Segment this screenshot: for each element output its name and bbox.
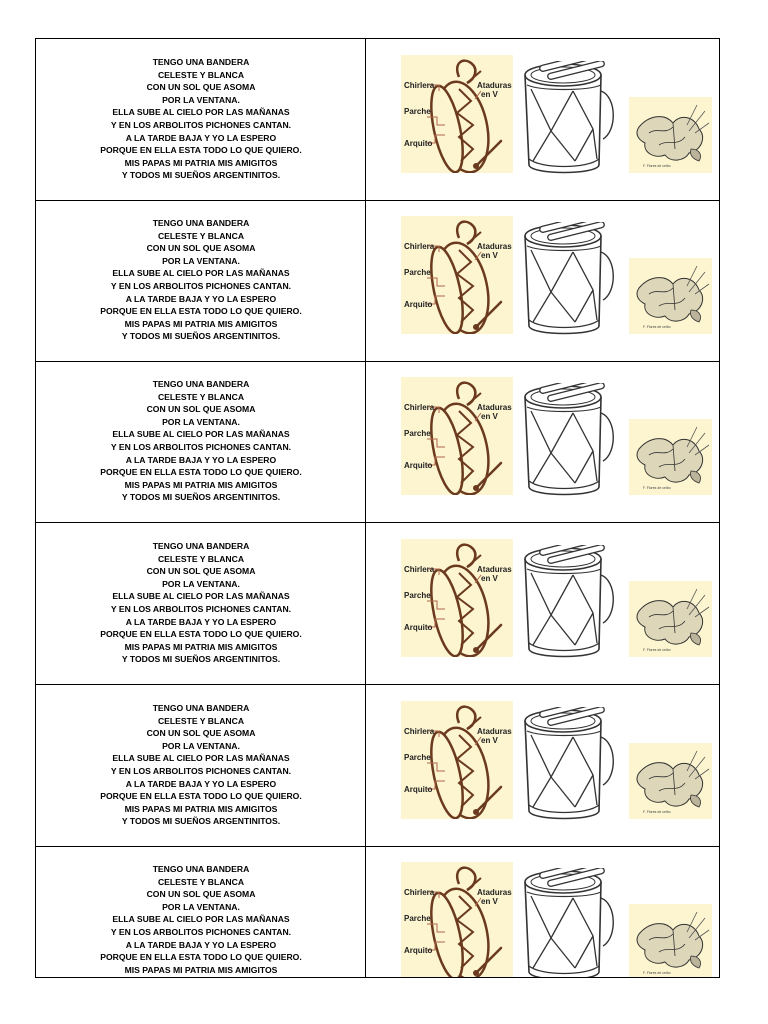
- flower-caption: F. Flores de ceibo: [643, 971, 671, 975]
- card-row-5: [36, 685, 719, 847]
- images-cell: [366, 685, 719, 846]
- poem-cell: [36, 361, 366, 522]
- drum-diagram-icon: [401, 539, 513, 657]
- label-parche: Parche: [404, 591, 431, 600]
- poem-line: CON UN SOL QUE ASOMA: [146, 404, 256, 415]
- drum-diagram-icon: [401, 701, 513, 819]
- label-ataduras: Ataduras: [477, 403, 512, 412]
- ceibo-flower-icon: [629, 419, 712, 495]
- poem-line: ELLA SUBE AL CIELO POR LAS MAÑANAS: [112, 914, 290, 925]
- poem-line: A LA TARDE BAJA Y YO LA ESPERO: [125, 778, 277, 789]
- ceibo-flower-icon: [629, 258, 712, 334]
- drum-drawing-icon: [521, 61, 617, 179]
- poem-line: A LA TARDE BAJA Y YO LA ESPERO: [125, 616, 277, 627]
- label-ataduras: Ataduras: [477, 81, 512, 90]
- ceibo-flower-icon: [629, 581, 712, 657]
- label-en-v: en V: [481, 897, 498, 906]
- poem-line: Y EN LOS ARBOLITOS PICHONES CANTAN.: [110, 280, 292, 291]
- poem-line: CON UN SOL QUE ASOMA: [146, 243, 256, 254]
- label-en-v: en V: [481, 251, 498, 260]
- poem-line: MIS PAPAS MI PATRIA MIS AMIGITOS: [124, 964, 278, 975]
- ceibo-flower-icon: [629, 904, 712, 978]
- poem-line: ELLA SUBE AL CIELO POR LAS MAÑANAS: [112, 268, 290, 279]
- poem-line: Y TODOS MI SUEÑOS ARGENTINITOS.: [121, 654, 281, 665]
- poem-text: [36, 378, 366, 504]
- poem-line: TENGO UNA BANDERA: [152, 57, 250, 67]
- poem-line: ELLA SUBE AL CIELO POR LAS MAÑANAS: [112, 753, 290, 764]
- drum-diagram-icon: [401, 216, 513, 334]
- label-arquito: Arquito: [404, 300, 433, 309]
- poem-line: CON UN SOL QUE ASOMA: [146, 889, 256, 900]
- drum-diagram-icon: [401, 862, 513, 978]
- poem-line: TENGO UNA BANDERA: [152, 218, 250, 228]
- label-chirlera: Chirlera: [404, 888, 435, 897]
- poem-cell: [36, 39, 366, 200]
- poem-line: PORQUE EN ELLA ESTA TODO LO QUE QUIERO.: [100, 791, 302, 802]
- poem-line: CELESTE Y BLANCA: [157, 553, 245, 564]
- label-arquito: Arquito: [404, 785, 433, 794]
- label-en-v: en V: [481, 574, 498, 583]
- drum-diagram-icon: [401, 55, 513, 173]
- label-arquito: Arquito: [404, 139, 433, 148]
- label-arquito: Arquito: [404, 461, 433, 470]
- label-parche: Parche: [404, 914, 431, 923]
- label-en-v: en V: [481, 736, 498, 745]
- poem-line: PORQUE EN ELLA ESTA TODO LO QUE QUIERO.: [100, 467, 302, 478]
- drum-drawing-icon: [521, 383, 617, 501]
- poem-line: Y EN LOS ARBOLITOS PICHONES CANTAN.: [110, 441, 292, 452]
- poem-line: ELLA SUBE AL CIELO POR LAS MAÑANAS: [112, 591, 290, 602]
- poem-line: A LA TARDE BAJA Y YO LA ESPERO: [125, 132, 277, 143]
- poem-text: [36, 702, 366, 828]
- poem-line: CON UN SOL QUE ASOMA: [146, 566, 256, 577]
- poem-line: A LA TARDE BAJA Y YO LA ESPERO: [125, 454, 277, 465]
- poem-line: CELESTE Y BLANCA: [157, 715, 245, 726]
- poem-line: ELLA SUBE AL CIELO POR LAS MAÑANAS: [112, 429, 290, 440]
- poem-line: PORQUE EN ELLA ESTA TODO LO QUE QUIERO.: [100, 629, 302, 640]
- poem-line: ELLA SUBE AL CIELO POR LAS MAÑANAS: [112, 107, 290, 118]
- poem-line: Y TODOS MI SUEÑOS ARGENTINITOS.: [121, 492, 281, 503]
- card-row-4: [36, 523, 719, 685]
- label-ataduras: Ataduras: [477, 727, 512, 736]
- label-parche: Parche: [404, 107, 431, 116]
- flower-caption: F. Flores de ceibo: [643, 164, 671, 168]
- label-parche: Parche: [404, 753, 431, 762]
- poem-line: Y TODOS MI SUEÑOS ARGENTINITOS.: [121, 170, 281, 181]
- images-cell: [366, 523, 719, 684]
- poem-line: POR LA VENTANA.: [162, 416, 240, 427]
- poem-line: CON UN SOL QUE ASOMA: [146, 82, 256, 93]
- drum-drawing-icon: [521, 222, 617, 340]
- label-ataduras: Ataduras: [477, 242, 512, 251]
- poem-line: TENGO UNA BANDERA: [152, 703, 250, 713]
- poem-line: TENGO UNA BANDERA: [152, 864, 250, 874]
- poem-line: MIS PAPAS MI PATRIA MIS AMIGITOS: [124, 318, 278, 329]
- poem-text: [36, 217, 366, 343]
- images-cell: [366, 846, 719, 978]
- poem-cell: [36, 846, 366, 978]
- poem-line: MIS PAPAS MI PATRIA MIS AMIGITOS: [124, 157, 278, 168]
- ceibo-flower-icon: [629, 743, 712, 819]
- card-row-6: [36, 846, 719, 978]
- poem-line: A LA TARDE BAJA Y YO LA ESPERO: [125, 293, 277, 304]
- poem-line: MIS PAPAS MI PATRIA MIS AMIGITOS: [124, 641, 278, 652]
- poem-line: POR LA VENTANA.: [162, 255, 240, 266]
- poem-line: MIS PAPAS MI PATRIA MIS AMIGITOS: [124, 803, 278, 814]
- poem-line: Y TODOS MI SUEÑOS ARGENTINITOS.: [121, 816, 281, 827]
- label-en-v: en V: [481, 90, 498, 99]
- label-chirlera: Chirlera: [404, 565, 435, 574]
- label-chirlera: Chirlera: [404, 81, 435, 90]
- poem-line: Y EN LOS ARBOLITOS PICHONES CANTAN.: [110, 926, 292, 937]
- images-cell: [366, 361, 719, 522]
- label-chirlera: Chirlera: [404, 727, 435, 736]
- poem-line: POR LA VENTANA.: [162, 901, 240, 912]
- poem-line: POR LA VENTANA.: [162, 740, 240, 751]
- ceibo-flower-icon: [629, 97, 712, 173]
- poem-line: Y EN LOS ARBOLITOS PICHONES CANTAN.: [110, 765, 292, 776]
- poem-line: PORQUE EN ELLA ESTA TODO LO QUE QUIERO.: [100, 145, 302, 156]
- poem-line: Y EN LOS ARBOLITOS PICHONES CANTAN.: [110, 119, 292, 130]
- poem-line: TENGO UNA BANDERA: [152, 379, 250, 389]
- poem-line: TENGO UNA BANDERA: [152, 541, 250, 551]
- poem-line: MIS PAPAS MI PATRIA MIS AMIGITOS: [124, 479, 278, 490]
- poem-line: CELESTE Y BLANCA: [157, 230, 245, 241]
- poem-line: CON UN SOL QUE ASOMA: [146, 728, 256, 739]
- drum-diagram-icon: [401, 377, 513, 495]
- label-ataduras: Ataduras: [477, 888, 512, 897]
- poem-line: A LA TARDE BAJA Y YO LA ESPERO: [125, 939, 277, 950]
- poem-line: POR LA VENTANA.: [162, 94, 240, 105]
- poem-line: PORQUE EN ELLA ESTA TODO LO QUE QUIERO.: [100, 952, 302, 963]
- poem-line: POR LA VENTANA.: [162, 578, 240, 589]
- flower-caption: F. Flores de ceibo: [643, 810, 671, 814]
- poem-line: Y TODOS MI SUEÑOS ARGENTINITOS.: [121, 331, 281, 342]
- card-row-2: [36, 200, 719, 362]
- cards-sheet: [35, 38, 720, 978]
- poem-cell: [36, 200, 366, 361]
- drum-drawing-icon: [521, 707, 617, 825]
- poem-text: [36, 540, 366, 666]
- poem-cell: [36, 685, 366, 846]
- images-cell: [366, 39, 719, 200]
- label-chirlera: Chirlera: [404, 403, 435, 412]
- drum-drawing-icon: [521, 868, 617, 978]
- label-arquito: Arquito: [404, 946, 433, 955]
- poem-line: CELESTE Y BLANCA: [157, 69, 245, 80]
- poem-line: CELESTE Y BLANCA: [157, 391, 245, 402]
- label-en-v: en V: [481, 412, 498, 421]
- images-cell: [366, 200, 719, 361]
- drum-drawing-icon: [521, 545, 617, 663]
- card-row-3: [36, 361, 719, 523]
- label-arquito: Arquito: [404, 623, 433, 632]
- poem-cell: [36, 523, 366, 684]
- label-parche: Parche: [404, 429, 431, 438]
- label-chirlera: Chirlera: [404, 242, 435, 251]
- flower-caption: F. Flores de ceibo: [643, 486, 671, 490]
- poem-text: [36, 56, 366, 182]
- poem-line: Y EN LOS ARBOLITOS PICHONES CANTAN.: [110, 603, 292, 614]
- flower-caption: F. Flores de ceibo: [643, 648, 671, 652]
- poem-line: PORQUE EN ELLA ESTA TODO LO QUE QUIERO.: [100, 306, 302, 317]
- card-row-1: [36, 39, 719, 201]
- poem-line: CELESTE Y BLANCA: [157, 876, 245, 887]
- label-parche: Parche: [404, 268, 431, 277]
- poem-text: [36, 863, 366, 976]
- label-ataduras: Ataduras: [477, 565, 512, 574]
- flower-caption: F. Flores de ceibo: [643, 325, 671, 329]
